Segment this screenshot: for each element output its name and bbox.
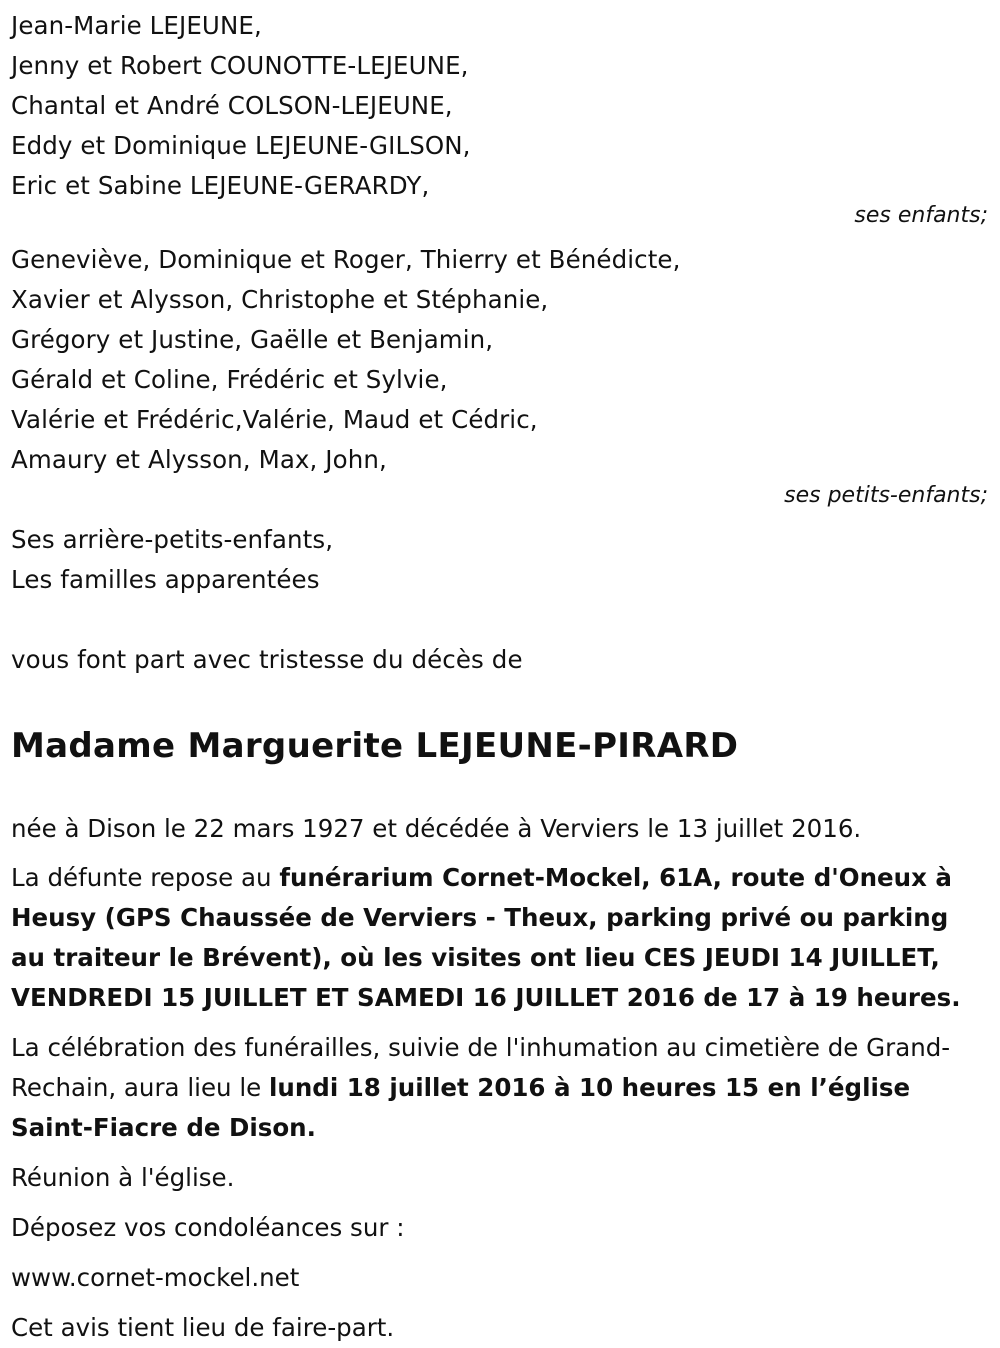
repose-details: funérarium Cornet-Mockel, 61A, route d'Oneux à Heusy (GPS Chaussée de Verviers - Theux, parking privé ou parking au traiteur le Brévent), où les visites ont lieu CES JEUDI 14 JUILLET, VENDREDI 15 JUILLET ET SAMEDI 16 JUILLET 2016 de 17 à 19 heures. <box>11 863 961 1012</box>
child-line: Eric et Sabine LEJEUNE-GERARDY, <box>11 171 430 200</box>
announcement-intro: vous font part avec tristesse du décès de <box>11 645 523 674</box>
grandchild-line: Valérie et Frédéric,Valérie, Maud et Cédric, <box>11 405 538 434</box>
child-line: Eddy et Dominique LEJEUNE-GILSON, <box>11 131 471 160</box>
website-link[interactable]: www.cornet-mockel.net <box>11 1263 300 1292</box>
spacer <box>11 600 990 640</box>
other-family-list <box>11 520 990 600</box>
closing-note: Cet avis tient lieu de faire-part. <box>11 1313 395 1342</box>
grandchild-line: Gérald et Coline, Frédéric et Sylvie, <box>11 365 448 394</box>
grandchild-line: Geneviève, Dominique et Roger, Thierry et Bénédicte, <box>11 245 681 274</box>
grandchild-line: Grégory et Justine, Gaëlle et Benjamin, <box>11 325 494 354</box>
other-family-line: Les familles apparentées <box>11 565 320 594</box>
other-family-line: Ses arrière-petits-enfants, <box>11 525 334 554</box>
grandchildren-list <box>11 240 990 480</box>
children-role-label: ses enfants; <box>854 203 988 228</box>
child-line: Chantal et André COLSON-LEJEUNE, <box>11 91 453 120</box>
grandchildren-role-label: ses petits-enfants; <box>784 483 988 508</box>
child-line: Jean-Marie LEJEUNE, <box>11 11 262 40</box>
repose-prefix: La défunte repose au <box>11 863 280 892</box>
grandchild-line: Xavier et Alysson, Christophe et Stéphanie, <box>11 285 549 314</box>
grandchild-line: Amaury et Alysson, Max, John, <box>11 445 387 474</box>
celebration-details: lundi 18 juillet 2016 à 10 heures 15 en l’église Saint-Fiacre de Dison. <box>11 1073 911 1142</box>
child-line: Jenny et Robert COUNOTTE-LEJEUNE, <box>11 51 469 80</box>
birth-death-info: née à Dison le 22 mars 1927 et décédée à Verviers le 13 juillet 2016. <box>11 814 862 843</box>
reunion-info: Réunion à l'église. <box>11 1163 235 1192</box>
repose-info <box>11 858 990 1018</box>
deceased-name: Madame Marguerite LEJEUNE-PIRARD <box>11 726 739 766</box>
celebration-info <box>11 1028 990 1148</box>
children-list <box>11 6 990 206</box>
condolences-label: Déposez vos condoléances sur : <box>11 1213 405 1242</box>
celebration-prefix: La célébration des funérailles, suivie de l'inhumation au cimetière de Grand-Rechain, aura lieu le <box>11 1033 951 1102</box>
